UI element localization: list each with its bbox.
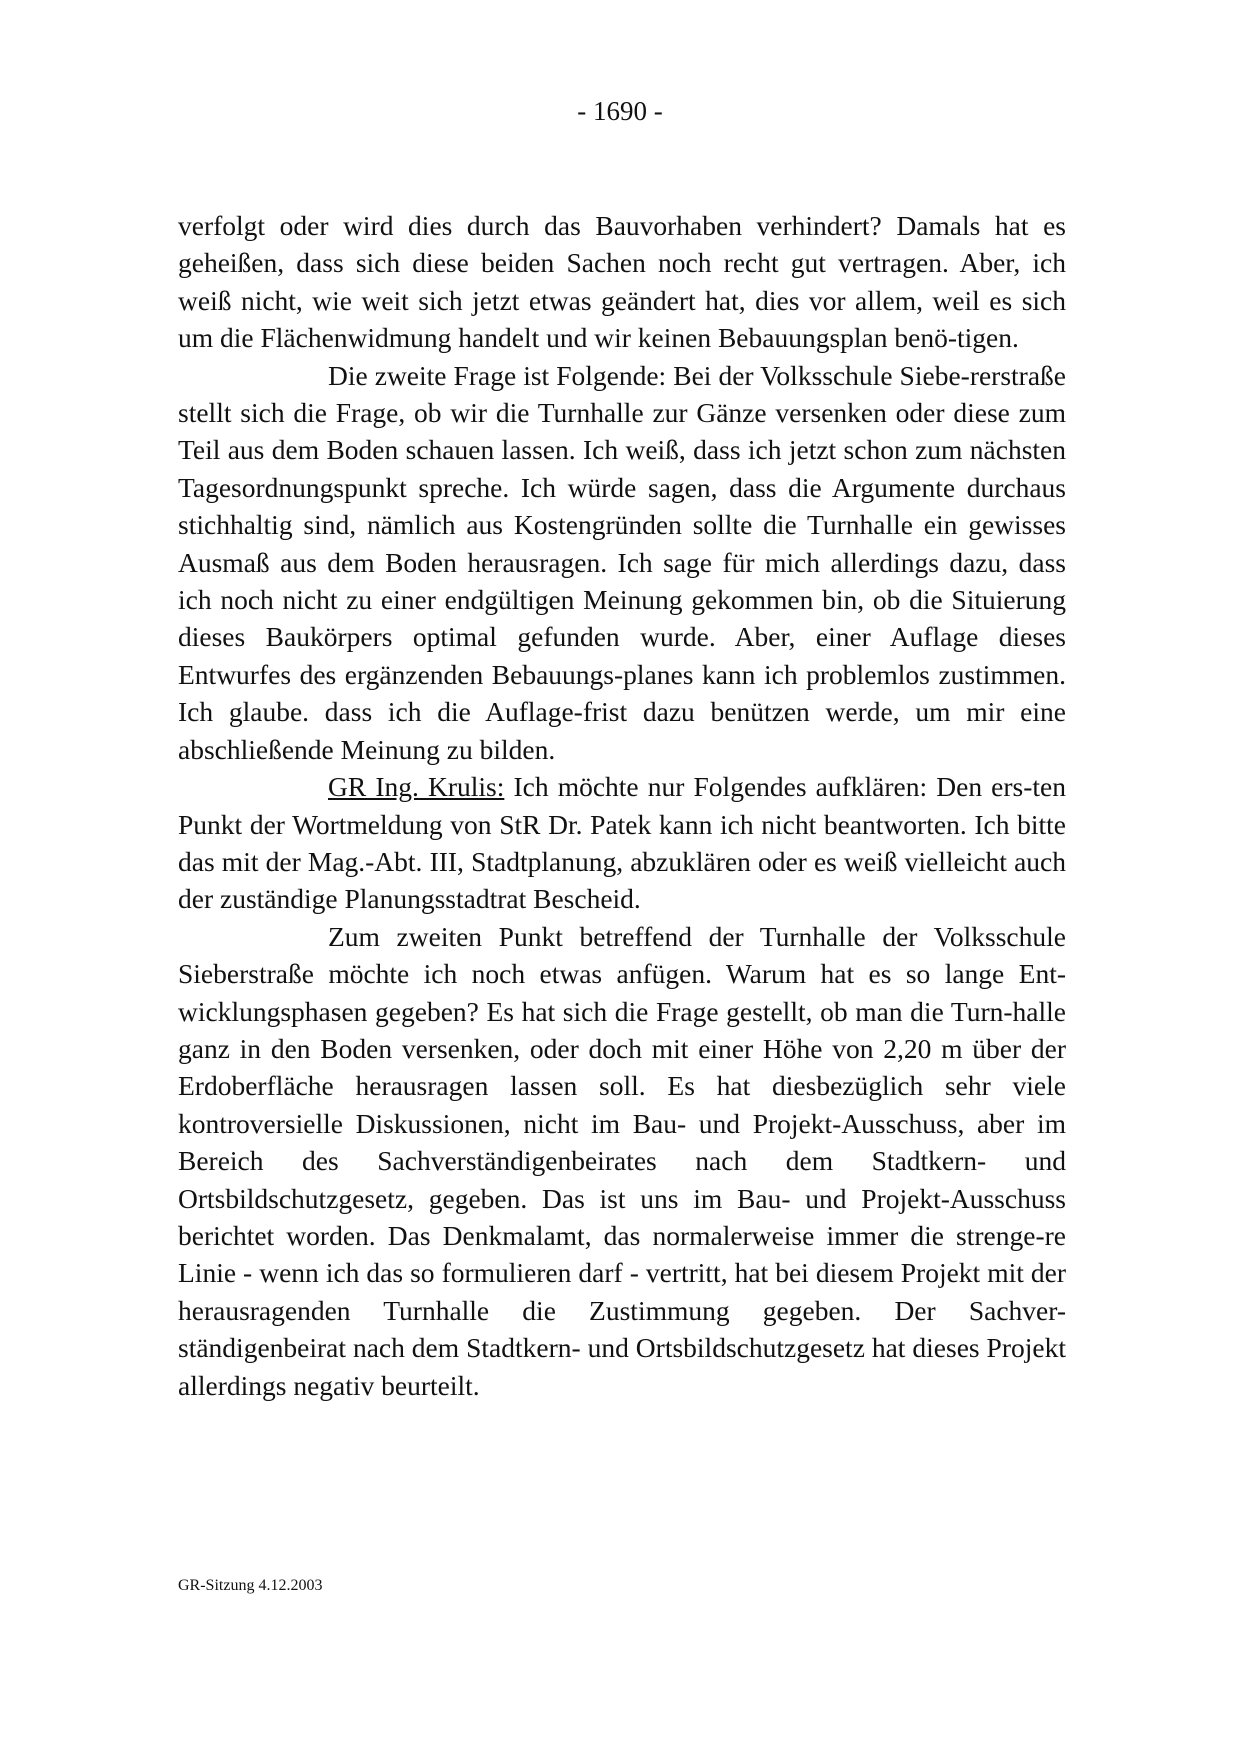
speaker-text: Ich möchte nur Folgendes aufklären: Den ers-ten Punkt der Wortmeldung von StR Dr. Patek kann ich nicht beantworten. Ich bitte das mit der Mag.-Abt. III, Stadtplanung, abzuklären oder es weiß vielleicht auch der zuständige Planungsstadtrat Bescheid. [178, 771, 1066, 915]
footer-session-label: GR-Sitzung 4.12.2003 [178, 1577, 323, 1594]
speaker-name: GR Ing. Krulis: [328, 771, 505, 803]
paragraph-continuation: verfolgt oder wird dies durch das Bauvorhaben verhindert? Damals hat es geheißen, dass sich diese beiden Sachen noch recht gut vertragen. Aber, ich weiß nicht, wie weit sich jetzt etwas geändert hat, dies vor allem, weil es sich um die Flächenwidmung handelt und wir keinen Bebauungsplan benö-tigen. [178, 210, 1066, 354]
page-number: - 1690 - [577, 96, 663, 126]
paragraph-krulis-statement [178, 768, 1066, 918]
paragraph-second-point: Zum zweiten Punkt betreffend der Turnhalle der Volksschule Sieberstraße möchte ich noch etwas anfügen. Warum hat es so lange Ent-wicklungsphasen gegeben? Es hat sich die Frage gestellt, ob man die Turn-halle ganz in den Boden versenken, oder doch mit einer Höhe von 2,20 m über der Erdoberfläche herausragen lassen soll. Es hat diesbezüglich sehr viele kontroversielle Diskussionen, nicht im Bau- und Projekt-Ausschuss, aber im Bereich des Sachverständigenbeirates nach dem Stadtkern- und Ortsbildschutzgesetz, gegeben. Das ist uns im Bau- und Projekt-Ausschuss berichtet worden. Das Denkmalamt, das normalerweise immer die strenge-re Linie - wenn ich das so formulieren darf - vertritt, hat bei diesem Projekt mit der herausragenden Turnhalle die Zustimmung gegeben. Der Sachver-ständigenbeirat nach dem Stadtkern- und Ortsbildschutzgesetz hat dieses Projekt allerdings negativ beurteilt. [178, 920, 1066, 1401]
transcript-body [178, 207, 1066, 1404]
paragraph-second-question: Die zweite Frage ist Folgende: Bei der Volksschule Siebe-rerstraße stellt sich die Frage, ob wir die Turnhalle zur Gänze versenken oder diese zum Teil aus dem Boden schauen lassen. Ich weiß, dass ich jetzt schon zum nächsten Tagesordnungspunkt spreche. Ich würde sagen, dass die Argumente durchaus stichhaltig sind, nämlich aus Kostengründen sollte die Turnhalle ein gewisses Ausmaß aus dem Boden herausragen. Ich sage für mich allerdings dazu, dass ich noch nicht zu einer endgültigen Meinung gekommen bin, ob die Situierung dieses Baukörpers optimal gefunden wurde. Aber, einer Auflage dieses Entwurfes des ergänzenden Bebauungs-planes kann ich problemlos zustimmen. Ich glaube. dass ich die Auflage-frist dazu benützen werde, um mir eine abschließende Meinung zu bilden. [178, 359, 1066, 765]
